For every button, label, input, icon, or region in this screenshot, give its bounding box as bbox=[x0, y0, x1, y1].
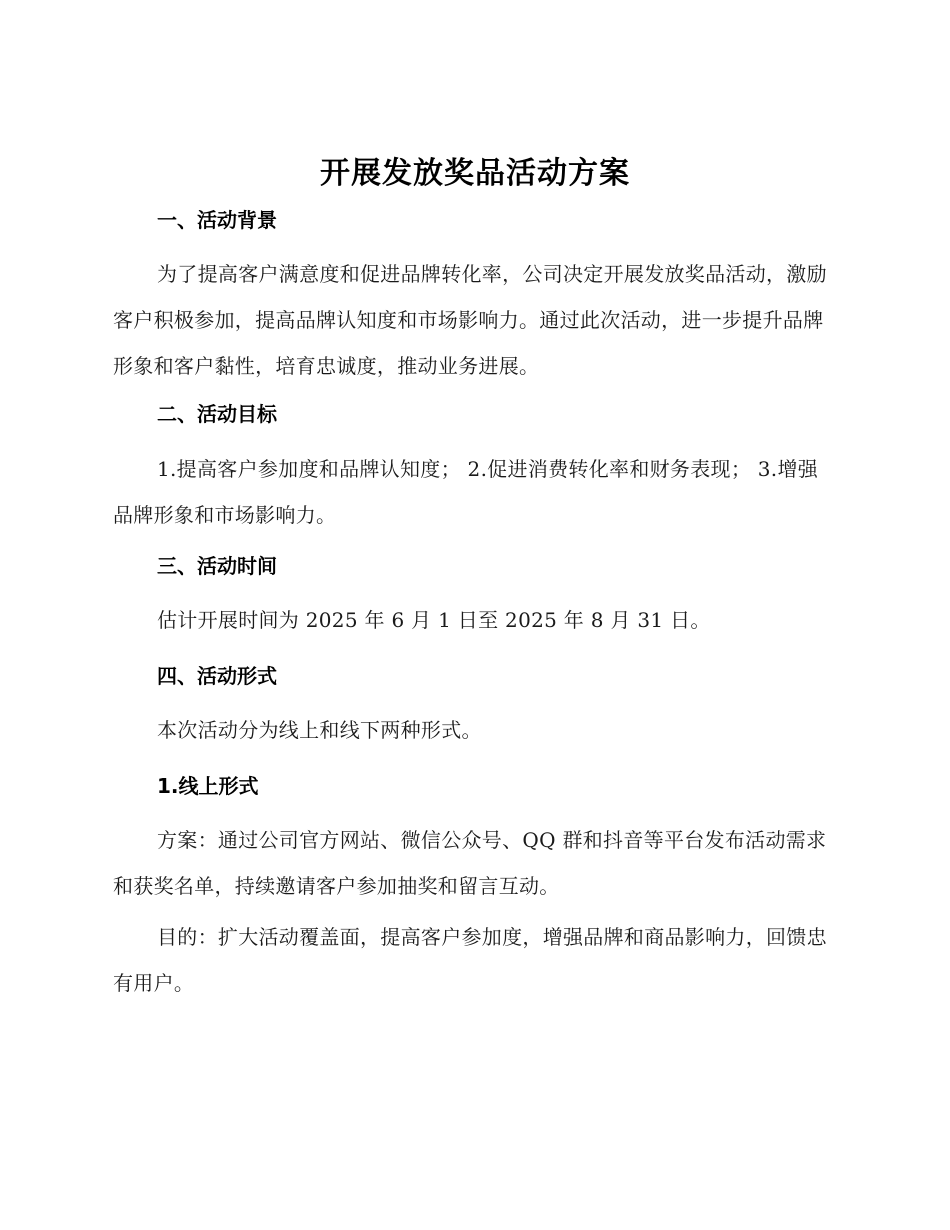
paragraph-goals: 1.提高客户参加度和品牌认知度； 2.促进消费转化率和财务表现； 3.增强品牌形象和市场影响力。 bbox=[113, 457, 819, 527]
paragraph-background: 为了提高客户满意度和促进品牌转化率，公司决定开展发放奖品活动，激励客户积极参加，提高品牌认知度和市场影响力。通过此次活动，进一步提升品牌形象和客户黏性，培育忠诚度，推动业务进展。 bbox=[113, 262, 827, 378]
section-heading-format: 四、活动形式 bbox=[157, 664, 277, 688]
section-heading-goals: 二、活动目标 bbox=[157, 402, 277, 426]
subsection-heading-online: 1.线上形式 bbox=[157, 774, 259, 798]
document-title: 开展发放奖品活动方案 bbox=[320, 156, 630, 191]
section-heading-time: 三、活动时间 bbox=[157, 554, 277, 578]
paragraph-online-plan: 方案：通过公司官方网站、微信公众号、QQ 群和抖音等平台发布活动需求和获奖名单，持续邀请客户参加抽奖和留言互动。 bbox=[113, 828, 827, 898]
paragraph-time: 估计开展时间为 2025 年 6 月 1 日至 2025 年 8 月 31 日。 bbox=[157, 608, 711, 632]
paragraph-online-purpose: 目的：扩大活动覆盖面，提高客户参加度，增强品牌和商品影响力，回馈忠有用户。 bbox=[113, 925, 827, 995]
paragraph-format: 本次活动分为线上和线下两种形式。 bbox=[157, 718, 482, 742]
section-heading-background: 一、活动背景 bbox=[157, 208, 277, 232]
